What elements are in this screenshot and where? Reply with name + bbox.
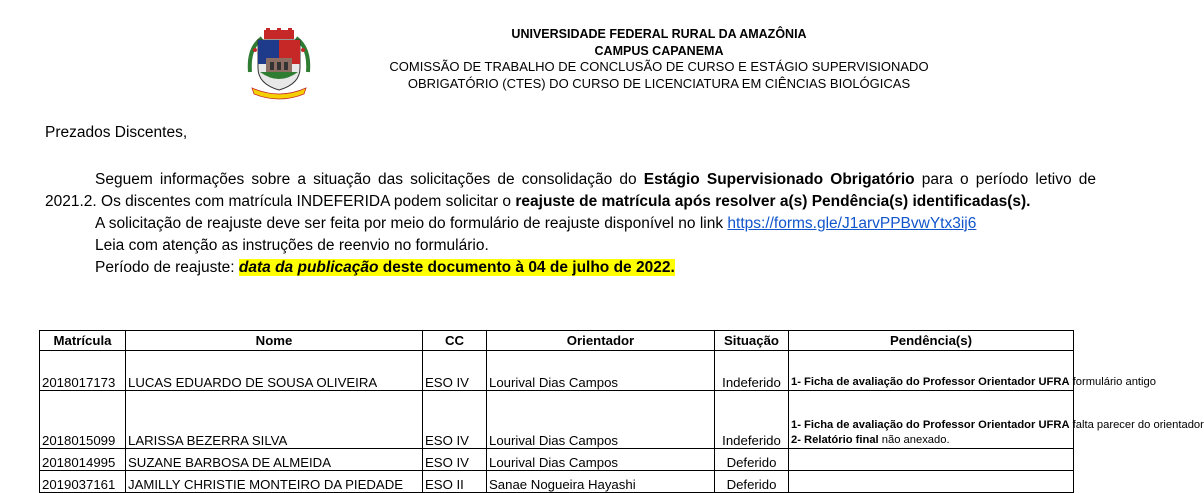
cell-pendencias bbox=[789, 449, 1074, 471]
commission-line-1: COMISSÃO DE TRABALHO DE CONCLUSÃO DE CURSO E ESTÁGIO SUPERVISIONADO bbox=[389, 59, 929, 74]
table-row bbox=[40, 449, 1074, 471]
cell-pendencias bbox=[789, 471, 1074, 493]
table-row bbox=[40, 351, 1074, 391]
col-nome: Nome bbox=[126, 331, 423, 351]
period-highlight bbox=[239, 259, 675, 276]
pendency-2-detail: não anexado. bbox=[878, 434, 950, 446]
request-text: A solicitação de reajuste deve ser feita por meio do formulário de reajuste disponível no link bbox=[95, 215, 728, 232]
cell-cc: ESO IV bbox=[423, 351, 487, 391]
enrollment-table bbox=[39, 330, 1204, 493]
period-end: deste documento à 04 de julho de 2022. bbox=[378, 259, 675, 276]
cell-nome: LUCAS EDUARDO DE SOUSA OLIVEIRA bbox=[126, 351, 423, 391]
cell-orientador: Lourival Dias Campos bbox=[487, 391, 715, 449]
read-instructions: Leia com atenção as instruções de reenvio no formulário. bbox=[95, 237, 489, 254]
pendency-1-title: 1- Ficha de avaliação do Professor Orientador UFRA bbox=[791, 376, 1070, 388]
cell-situacao: Deferido bbox=[715, 471, 789, 493]
intro-bold-2: reajuste de matrícula após resolver a(s) Pendência(s) identificadas(s). bbox=[515, 193, 1031, 210]
campus-name: CAMPUS CAPANEMA bbox=[594, 43, 724, 58]
col-situacao: Situação bbox=[715, 331, 789, 351]
cell-situacao: Indeferido bbox=[715, 351, 789, 391]
pendency-1-title: 1- Ficha de avaliação do Professor Orientador UFRA bbox=[791, 419, 1070, 431]
cell-pendencias bbox=[789, 351, 1156, 391]
commission-line-2: OBRIGATÓRIO (CTES) DO CURSO DE LICENCIATURA EM CIÊNCIAS BIOLÓGICAS bbox=[407, 75, 911, 91]
cell-cc: ESO IV bbox=[423, 449, 487, 471]
table-row bbox=[40, 471, 1074, 493]
table-header-row bbox=[40, 331, 1074, 351]
document-body bbox=[45, 122, 1096, 279]
request-instructions bbox=[45, 213, 1096, 235]
cell-pendencias bbox=[789, 391, 1204, 449]
cell-cc: ESO IV bbox=[423, 391, 487, 449]
cell-matricula: 2018017173 bbox=[40, 351, 126, 391]
university-name: UNIVERSIDADE FEDERAL RURAL DA AMAZÔNIA bbox=[511, 27, 807, 41]
cell-matricula: 2018014995 bbox=[40, 449, 126, 471]
greeting: Prezados Discentes, bbox=[45, 124, 188, 141]
col-pendencias: Pendência(s) bbox=[789, 331, 1074, 351]
period-label: Período de reajuste: bbox=[95, 259, 239, 276]
intro-bold-1: Estágio Supervisionado Obrigatório bbox=[643, 171, 915, 188]
form-link[interactable]: https://forms.gle/J1arvPPBvwYtx3ij6 bbox=[727, 215, 977, 232]
col-matricula: Matrícula bbox=[40, 331, 126, 351]
cell-nome: SUZANE BARBOSA DE ALMEIDA bbox=[126, 449, 423, 471]
table-row bbox=[40, 391, 1074, 449]
cell-matricula: 2018015099 bbox=[40, 391, 126, 449]
cell-situacao: Indeferido bbox=[715, 391, 789, 449]
pendency-2-title: 2- Relatório final bbox=[791, 434, 879, 446]
cell-nome: JAMILLY CHRISTIE MONTEIRO DA PIEDADE bbox=[126, 471, 423, 493]
intro-text-1: Seguem informações sobre a situação das solicitações de consolidação do bbox=[95, 171, 644, 188]
cell-cc: ESO II bbox=[423, 471, 487, 493]
period-start: data da publicação bbox=[238, 259, 379, 276]
cell-matricula: 2019037161 bbox=[40, 471, 126, 493]
cell-orientador: Lourival Dias Campos bbox=[487, 351, 715, 391]
cell-orientador: Lourival Dias Campos bbox=[487, 449, 715, 471]
cell-situacao: Deferido bbox=[715, 449, 789, 471]
pendency-1-detail: falta parecer do orientador bbox=[1069, 419, 1204, 431]
col-orientador: Orientador bbox=[487, 331, 715, 351]
col-cc: CC bbox=[423, 331, 487, 351]
pendency-1-detail: formulário antigo bbox=[1069, 376, 1156, 388]
cell-nome: LARISSA BEZERRA SILVA bbox=[126, 391, 423, 449]
intro-paragraph bbox=[45, 169, 1096, 213]
adjustment-period bbox=[45, 257, 1096, 279]
intro-text-2: para o período letivo de 2021.2. Os discentes com matrícula INDEFERIDA podem solicitar o bbox=[45, 171, 1096, 210]
document-header bbox=[240, 22, 1000, 102]
cell-orientador: Sanae Nogueira Hayashi bbox=[487, 471, 715, 493]
